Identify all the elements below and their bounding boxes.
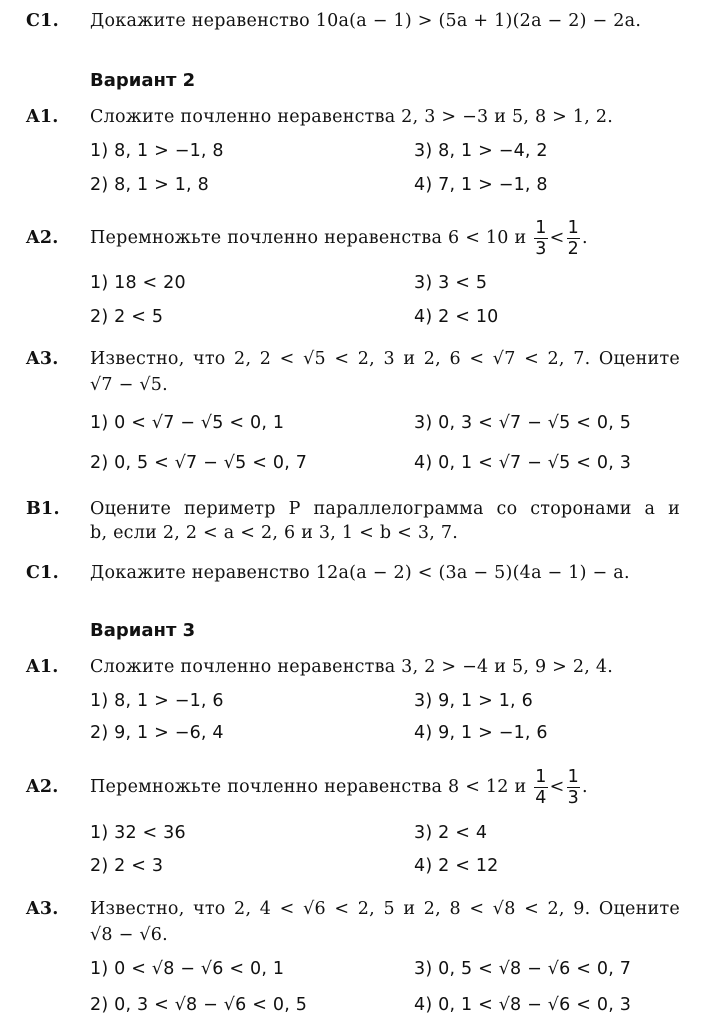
v2-c1-text: Докажите неравенство 12a(a − 2) < (3a − 5)(4a − 1) − a.	[90, 563, 630, 583]
v2-a3-option-2: 2) 0, 5 < √7 − √5 < 0, 7	[90, 453, 308, 473]
v3-a3-option-2: 2) 0, 3 < √8 − √6 < 0, 5	[90, 995, 308, 1015]
v2-a2-fraction-1: $\frac{1}{3}$	[535, 218, 547, 259]
v2-a2-label: A2.	[26, 228, 59, 248]
v2-b1-text-line-1: Оцените периметр P параллелограмма со сторонами a и	[90, 499, 680, 519]
v2-a3-text-line-1: Известно, что 2, 2 < √5 < 2, 3 и 2, 6 < √7 < 2, 7. Оцените	[90, 349, 680, 369]
v3-a2-text-main: Перемножьте почленно неравенства 8 < 12 и	[90, 777, 527, 797]
v3-a2-text	[90, 757, 588, 817]
v3-a1-option-4: 4) 9, 1 > −1, 6	[414, 723, 548, 743]
v2-b1-label: B1.	[26, 499, 60, 519]
v2-a3-option-1: 1) 0 < √7 − √5 < 0, 1	[90, 413, 285, 433]
variant-3-title: Вариант 3	[90, 620, 196, 641]
v3-a2-fraction-1: $\frac{1}{4}$	[535, 767, 547, 808]
v2-b1-text-line-2: b, если 2, 2 < a < 2, 6 и 3, 1 < b < 3, 7.	[90, 523, 459, 543]
v2-a2-fraction-2: $\frac{1}{2}$	[567, 218, 579, 259]
v2-a1-option-2: 2) 8, 1 > 1, 8	[90, 175, 209, 195]
v2-c1-label: C1.	[26, 563, 59, 583]
v2-a2-text-main: Перемножьте почленно неравенства 6 < 10 и	[90, 228, 527, 248]
v3-a2-label: A2.	[26, 777, 59, 797]
v2-a1-option-3: 3) 8, 1 > −4, 2	[414, 141, 548, 161]
v2-a2-option-4: 4) 2 < 10	[414, 307, 499, 327]
v3-a2-fraction-2: $\frac{1}{3}$	[567, 767, 579, 808]
v2-a3-option-3: 3) 0, 3 < √7 − √5 < 0, 5	[414, 413, 632, 433]
v3-a1-label: A1.	[26, 657, 59, 677]
variant-2-title: Вариант 2	[90, 70, 196, 91]
v3-a3-text-line-2: √8 − √6.	[90, 925, 168, 945]
v2-a2-option-1: 1) 18 < 20	[90, 273, 186, 293]
v3-a1-option-1: 1) 8, 1 > −1, 6	[90, 691, 224, 711]
v3-a2-option-3: 3) 2 < 4	[414, 823, 488, 843]
v3-a3-text-line-1: Известно, что 2, 4 < √6 < 2, 5 и 2, 8 < √8 < 2, 9. Оцените	[90, 899, 680, 919]
v2-a2-option-3: 3) 3 < 5	[414, 273, 488, 293]
v3-a1-text: Сложите почленно неравенства 3, 2 > −4 и 5, 9 > 2, 4.	[90, 657, 614, 677]
v3-a2-period: .	[581, 777, 588, 797]
v3-a1-option-3: 3) 9, 1 > 1, 6	[414, 691, 533, 711]
v3-a3-option-1: 1) 0 < √8 − √6 < 0, 1	[90, 959, 285, 979]
v3-a3-option-4: 4) 0, 1 < √8 − √6 < 0, 3	[414, 995, 632, 1015]
v3-a1-option-2: 2) 9, 1 > −6, 4	[90, 723, 224, 743]
v2-a1-text: Сложите почленно неравенства 2, 3 > −3 и 5, 8 > 1, 2.	[90, 107, 614, 127]
v2-a1-label: A1.	[26, 107, 59, 127]
v2-a2-period: .	[581, 228, 588, 248]
c1-top-text: Докажите неравенство 10a(a − 1) > (5a + 1)(2a − 2) − 2a.	[90, 11, 642, 31]
v3-a2-less-than: <	[549, 777, 565, 797]
v3-a2-option-4: 4) 2 < 12	[414, 856, 499, 876]
v2-a3-option-4: 4) 0, 1 < √7 − √5 < 0, 3	[414, 453, 632, 473]
v2-a2-option-2: 2) 2 < 5	[90, 307, 164, 327]
v3-a3-label: A3.	[26, 899, 59, 919]
v2-a1-option-4: 4) 7, 1 > −1, 8	[414, 175, 548, 195]
v3-a2-option-1: 1) 32 < 36	[90, 823, 186, 843]
v2-a3-text-line-2: √7 − √5.	[90, 375, 168, 395]
v2-a2-text	[90, 208, 588, 268]
c1-top-label: C1.	[26, 11, 59, 31]
v2-a1-option-1: 1) 8, 1 > −1, 8	[90, 141, 224, 161]
v2-a2-less-than: <	[549, 228, 565, 248]
v3-a2-option-2: 2) 2 < 3	[90, 856, 164, 876]
v2-a3-label: A3.	[26, 349, 59, 369]
v3-a3-option-3: 3) 0, 5 < √8 − √6 < 0, 7	[414, 959, 632, 979]
